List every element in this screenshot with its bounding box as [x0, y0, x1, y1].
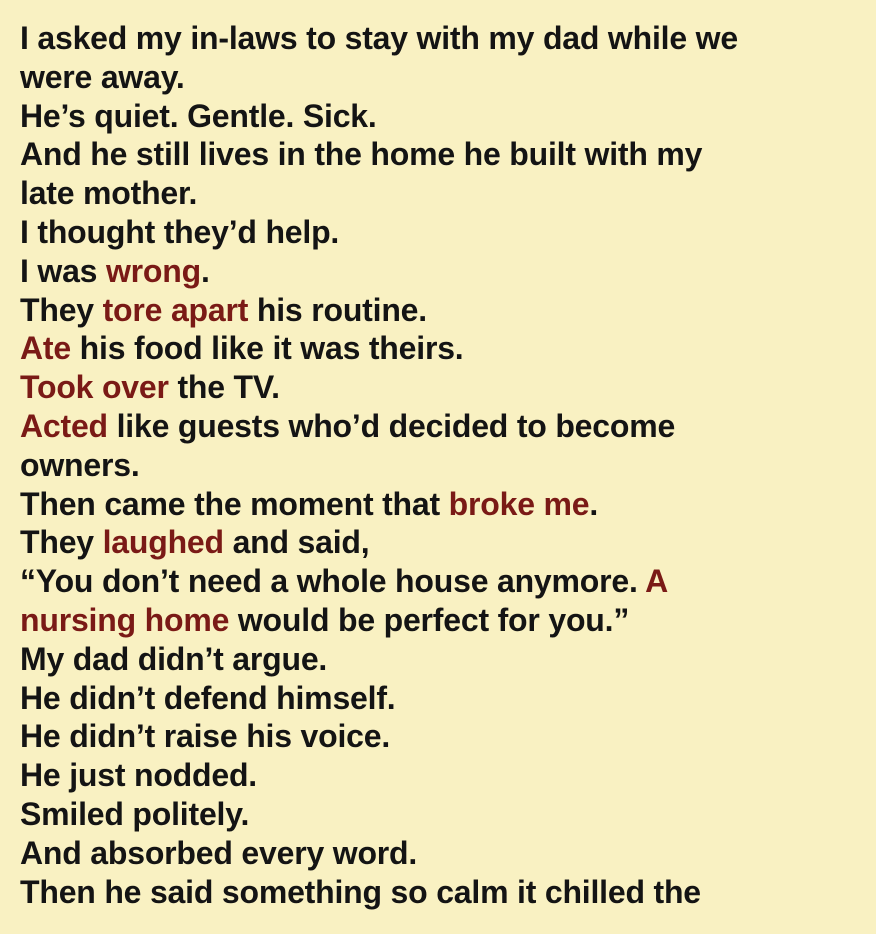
highlighted-phrase: laughed — [102, 524, 224, 561]
text-segment: He didn’t defend himself. — [20, 679, 396, 716]
text-segment: Smiled politely. — [20, 795, 250, 832]
story-line — [20, 135, 870, 174]
text-segment: He didn’t raise his voice. — [20, 718, 391, 755]
text-segment: They — [20, 291, 103, 328]
text-segment: the TV. — [168, 369, 280, 406]
highlighted-phrase: tore apart — [102, 291, 249, 328]
text-segment: . — [200, 252, 210, 289]
story-line — [20, 446, 870, 485]
text-segment: . — [589, 485, 599, 522]
text-segment: I was — [20, 252, 106, 289]
text-segment: I asked my in-laws to stay with my dad while we — [20, 20, 738, 56]
story-line — [20, 407, 870, 446]
story-line — [20, 834, 870, 873]
story-line — [20, 58, 870, 97]
story-line — [20, 795, 870, 834]
text-segment: My dad didn’t argue. — [20, 640, 328, 677]
story-text — [20, 19, 870, 911]
text-segment: and said, — [223, 524, 370, 561]
highlighted-phrase: Ate — [20, 330, 71, 367]
text-segment: He just nodded. — [20, 757, 258, 794]
story-line — [20, 679, 870, 718]
text-segment: Then came the moment that — [20, 485, 449, 522]
highlighted-phrase: broke me — [448, 485, 590, 522]
story-line — [20, 329, 870, 368]
highlighted-phrase: nursing home — [20, 601, 230, 638]
highlighted-phrase: Acted — [20, 407, 108, 444]
text-segment: I thought they’d help. — [20, 213, 340, 250]
text-segment: his routine. — [248, 291, 427, 328]
story-line — [20, 368, 870, 407]
text-segment: would be perfect for you.” — [229, 601, 630, 638]
story-line — [20, 174, 870, 213]
story-line — [20, 873, 870, 912]
story-line — [20, 19, 870, 58]
highlighted-phrase: Took over — [20, 369, 169, 406]
text-segment: He’s quiet. Gentle. Sick. — [20, 97, 377, 134]
text-segment: his food like it was theirs. — [70, 330, 464, 367]
story-line — [20, 485, 870, 524]
text-segment: They — [20, 524, 103, 561]
story-line — [20, 97, 870, 136]
text-segment: owners. — [20, 446, 140, 483]
story-line — [20, 640, 870, 679]
story-line — [20, 291, 870, 330]
text-segment: “You don’t need a whole house anymore. — [20, 563, 646, 600]
text-segment: And absorbed every word. — [20, 834, 418, 871]
highlighted-phrase: wrong — [105, 252, 201, 289]
text-segment: like guests who’d decided to become — [107, 407, 676, 444]
story-line — [20, 717, 870, 756]
text-segment: late mother. — [20, 175, 198, 212]
story-line — [20, 562, 870, 601]
story-line — [20, 252, 870, 291]
story-line — [20, 523, 870, 562]
story-line — [20, 601, 870, 640]
highlighted-phrase: A — [645, 563, 669, 600]
story-line — [20, 213, 870, 252]
text-segment: were away. — [20, 58, 185, 95]
story-line — [20, 756, 870, 795]
text-segment: Then he said something so calm it chilled the — [20, 873, 701, 910]
text-segment: And he still lives in the home he built with my — [20, 136, 703, 173]
